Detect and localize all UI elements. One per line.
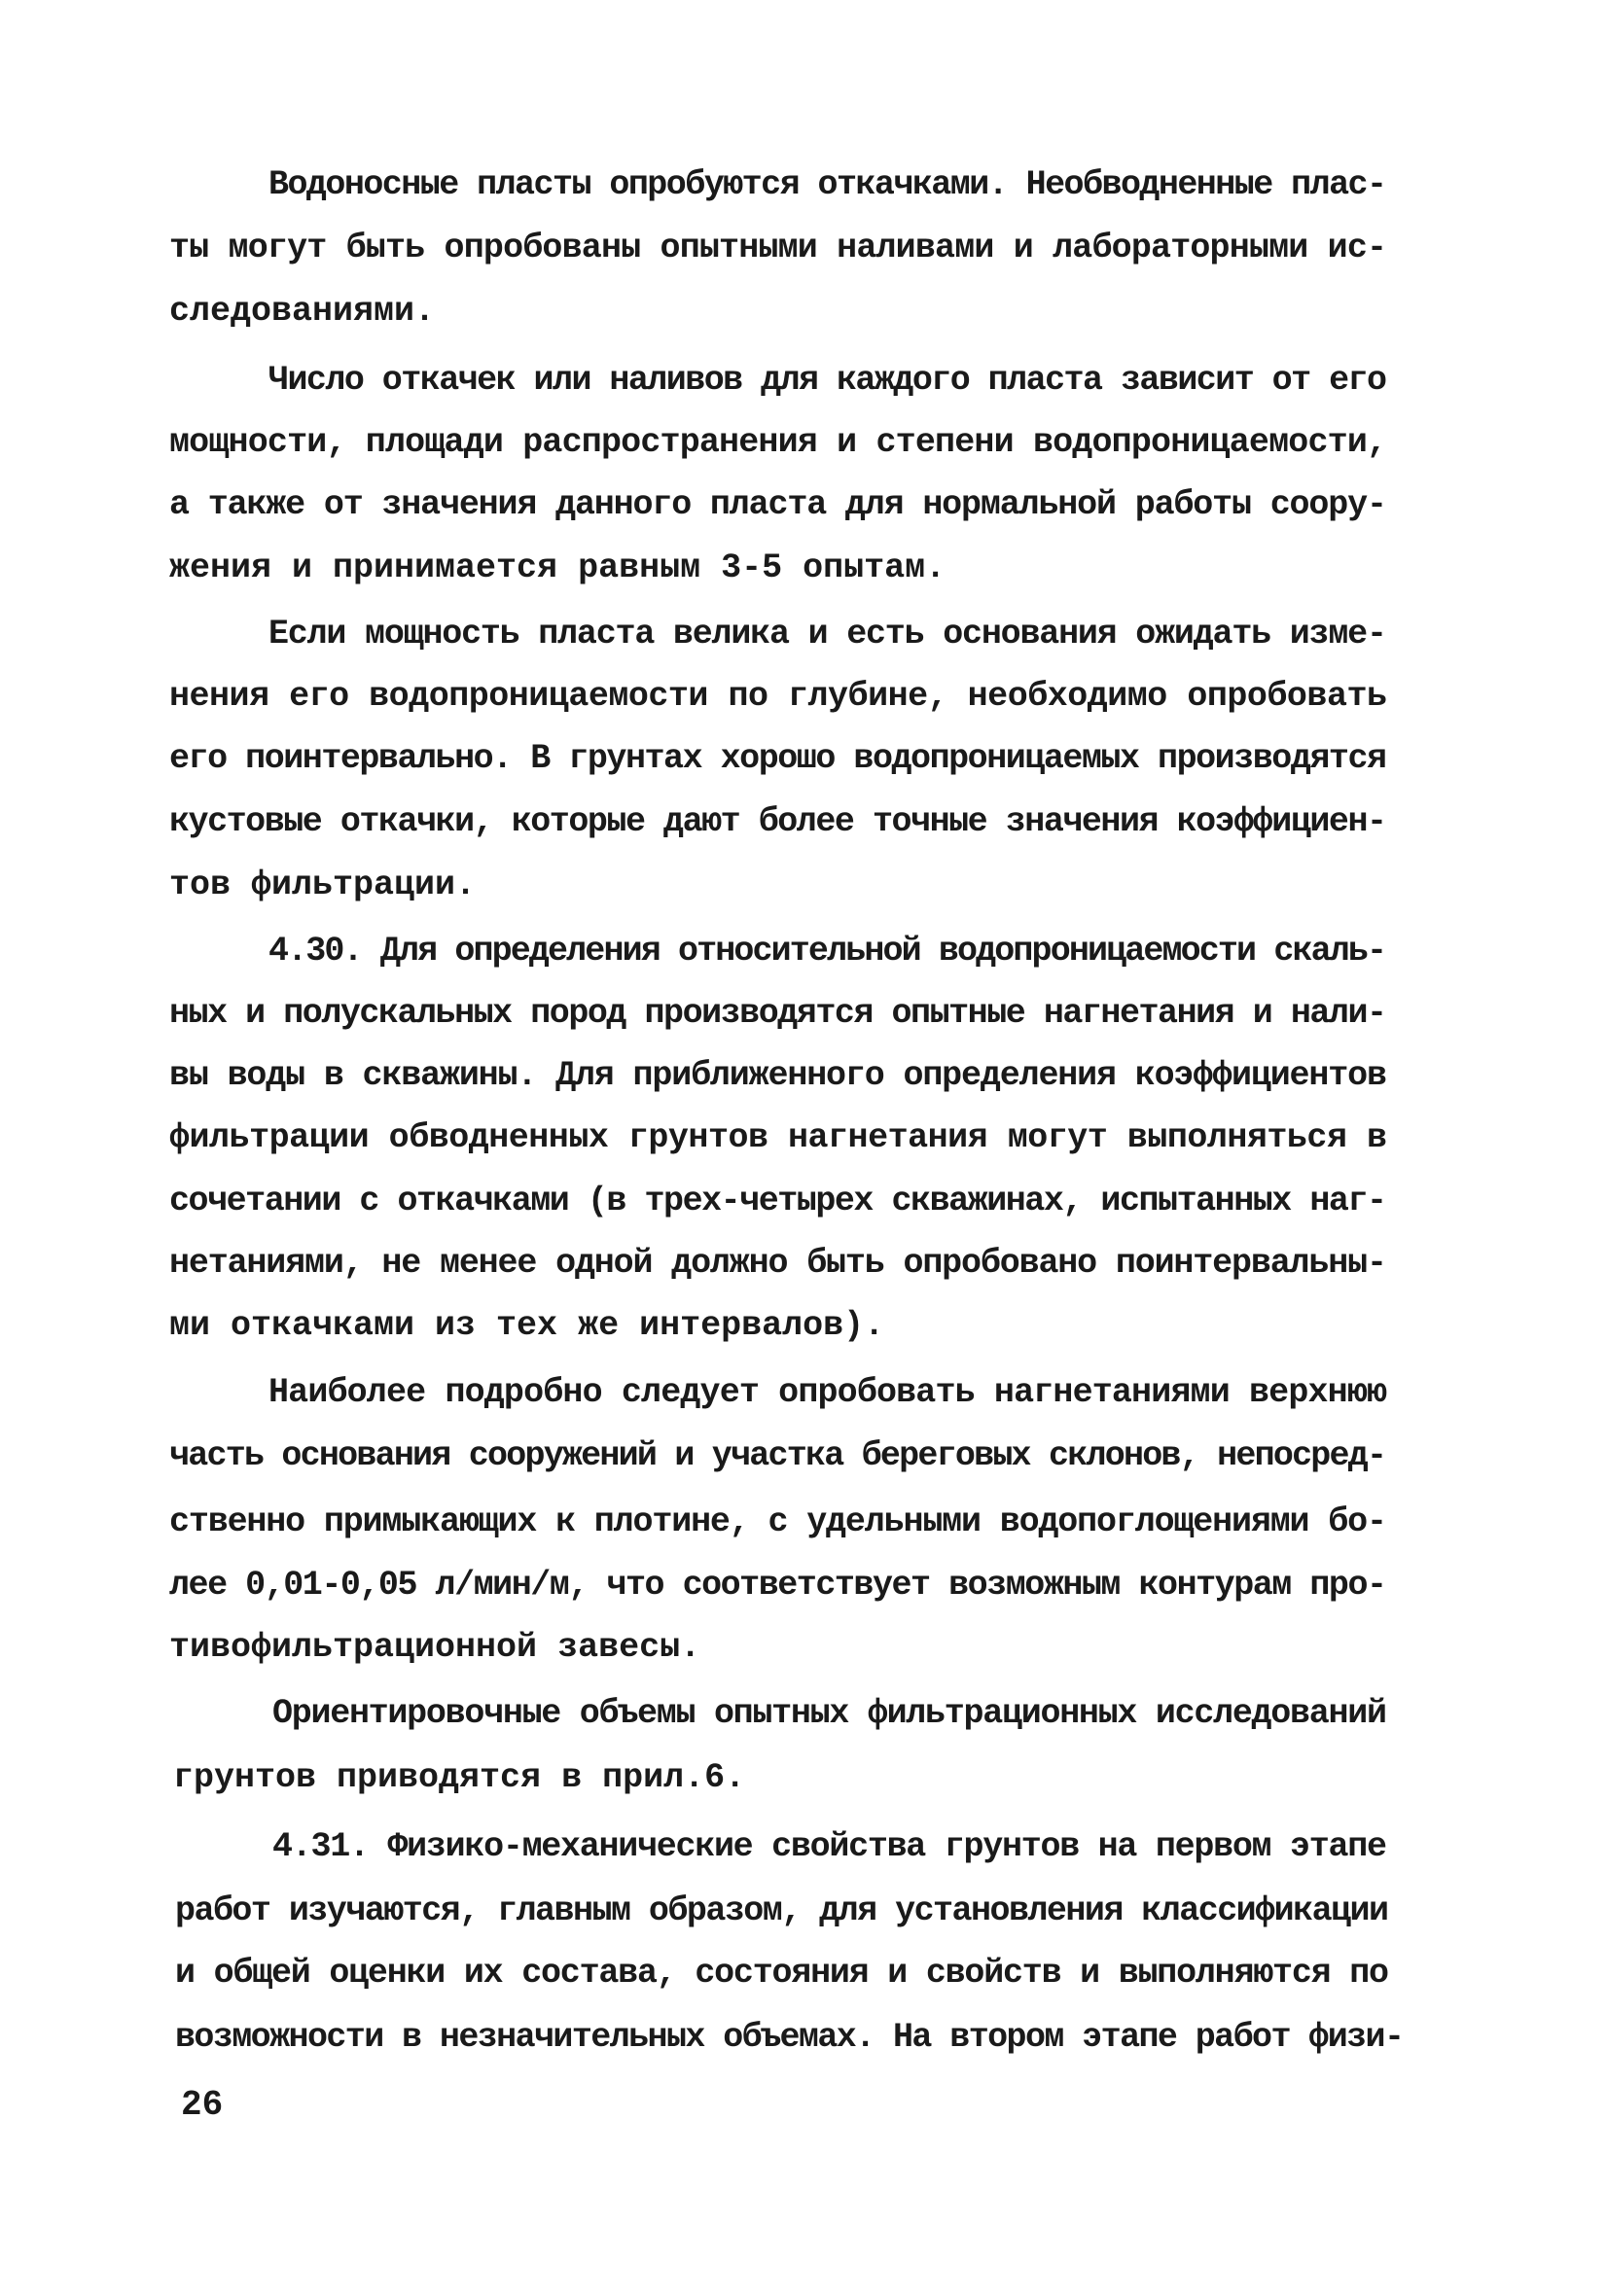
text-line: вы воды в скважины. Для приближенного определения коэффициентов: [169, 1056, 1386, 1095]
text-line: Если мощность пласта велика и есть основания ожидать изме-: [268, 615, 1386, 653]
text-line: тивофильтрационной завесы.: [169, 1628, 701, 1667]
text-line: его поинтервально. В грунтах хорошо водопроницаемых производятся: [169, 739, 1386, 778]
text-line: ных и полускальных пород производятся опытные нагнетания и нали-: [169, 994, 1386, 1033]
text-line: ственно примыкающих к плотине, с удельными водопоглощениями бо-: [169, 1502, 1386, 1541]
text-line: часть основания сооружений и участка береговых склонов, непосред-: [169, 1436, 1386, 1475]
text-line: Число откачек или наливов для каждого пласта зависит от его: [268, 361, 1386, 400]
text-line: тов фильтрации.: [169, 865, 477, 904]
text-line: возможности в незначительных объемах. На втором этапе работ физи-: [175, 2018, 1404, 2057]
text-line: нетаниями, не менее одной должно быть опробовано поинтервальны-: [169, 1244, 1386, 1283]
text-line: и общей оценки их состава, состояния и свойств и выполняются по: [175, 1954, 1388, 1993]
text-line: Наиболее подробно следует опробовать нагнетаниями верхнюю: [268, 1373, 1387, 1412]
text-line: жения и принимается равным 3-5 опытам.: [169, 548, 946, 587]
text-line: 4.31. Физико-механические свойства грунтов на первом этапе: [272, 1827, 1386, 1866]
text-line: нения его водопроницаемости по глубине, необходимо опробовать: [169, 677, 1387, 716]
text-line: ми откачками из тех же интервалов).: [169, 1306, 885, 1345]
text-line: ты могут быть опробованы опытными наливами и лабораторными ис-: [169, 229, 1387, 267]
text-line: Водоносные пласты опробуются откачками. Необводненные плас-: [268, 165, 1386, 204]
text-line: 4.30. Для определения относительной водопроницаемости скаль-: [268, 932, 1386, 971]
text-line: следованиями.: [169, 292, 436, 331]
page-number: 26: [181, 2085, 224, 2125]
text-line: кустовые откачки, которые дают более точные значения коэффициен-: [169, 802, 1386, 841]
text-line: фильтрации обводненных грунтов нагнетания могут выполняться в: [169, 1118, 1387, 1157]
text-line: а также от значения данного пласта для нормальной работы соору-: [169, 485, 1386, 524]
text-line: мощности, площади распространения и степени водопроницаемости,: [169, 423, 1387, 462]
text-line: лее 0,01-0,05 л/мин/м, что соответствует возможным контурам про-: [169, 1566, 1386, 1605]
text-line: Ориентировочные объемы опытных фильтрационных исследований: [272, 1694, 1386, 1733]
text-line: работ изучаются, главным образом, для установления классификации: [175, 1891, 1388, 1930]
text-line: сочетании с откачками (в трех-четырех скважинах, испытанных наг-: [169, 1182, 1386, 1220]
text-line: грунтов приводятся в прил.6.: [173, 1758, 746, 1797]
